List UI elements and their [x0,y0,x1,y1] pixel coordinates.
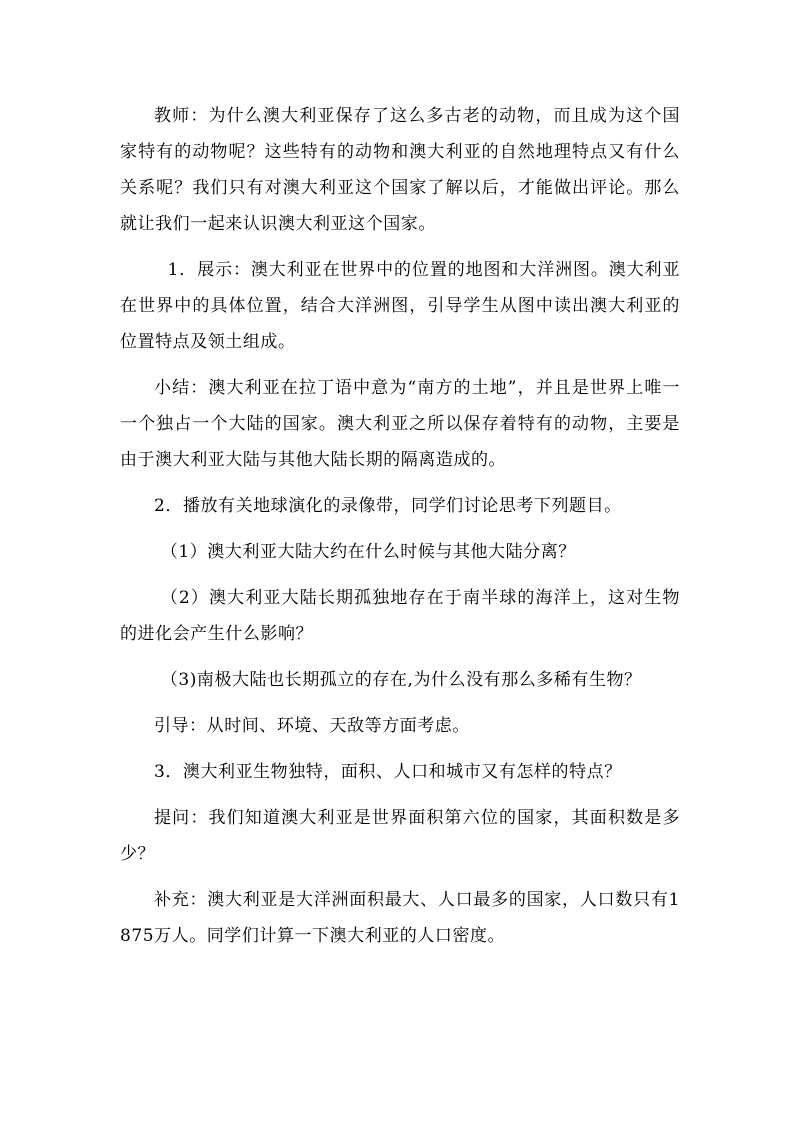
paragraph-question-area: 提问：我们知道澳大利亚是世界面积第六位的国家，其面积数是多少？ [120,808,680,864]
paragraph-question-1: （1）澳大利亚大陆大约在什么时候与其他大陆分离？ [160,542,576,562]
paragraph-summary: 小结：澳大利亚在拉丁语中意为“南方的土地”，并且是世界上唯一一个独占一个大陆的国家。澳大利亚之所以保存着特有的动物，主要是由于澳大利亚大陆与其他大陆长期的隔离造成的。 [120,378,680,470]
paragraph-guidance: 引导：从时间、环境、天敌等方面考虑。 [154,716,470,736]
paragraph-supplement-population: 补充：澳大利亚是大洋洲面积最大、人口最多的国家，人口数只有1 875万人。同学们计算一下澳大利亚的人口密度。 [120,890,680,946]
paragraph-teacher-intro: 教师：为什么澳大利亚保存了这么多古老的动物，而且成为这个国家特有的动物呢？这些特有的动物和澳大利亚的自然地理特点又有什么关系呢？我们只有对澳大利亚这个国家了解以后，才能做出评论。那么就让我们一起来认识澳大利亚这个国家。 [120,106,680,234]
paragraph-step-1-display: 1．展示：澳大利亚在世界中的位置的地图和大洋洲图。澳大利亚在世界中的具体位置，结合大洋洲图，引导学生从图中读出澳大利亚的位置特点及领土组成。 [120,260,680,352]
paragraph-step-3-features: 3．澳大利亚生物独特，面积、人口和城市又有怎样的特点？ [154,762,622,782]
paragraph-question-3: （3)南极大陆也长期孤立的存在,为什么没有那么多稀有生物？ [160,670,642,690]
paragraph-step-2-video: 2．播放有关地球演化的录像带，同学们讨论思考下列题目。 [154,496,622,516]
paragraph-question-2: （2）澳大利亚大陆长期孤独地存在于南半球的海洋上，这对生物的进化会产生什么影响？ [120,588,680,644]
document-body [120,98,680,954]
